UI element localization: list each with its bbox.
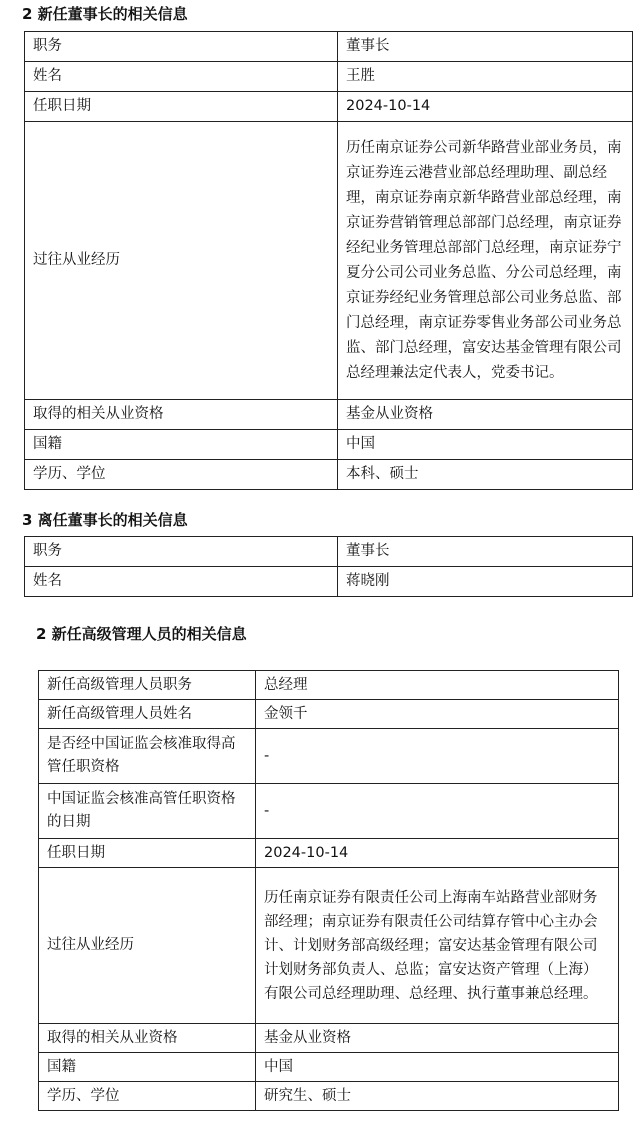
table-row <box>25 32 633 62</box>
section3-title: 2 新任高级管理人员的相关信息 <box>36 625 247 643</box>
table-row <box>39 1024 619 1053</box>
table-row <box>25 460 633 490</box>
row-label: 取得的相关从业资格 <box>25 400 338 430</box>
row-label: 国籍 <box>25 430 338 460</box>
row-label: 新任高级管理人员姓名 <box>39 700 256 729</box>
row-label: 过往从业经历 <box>25 122 338 400</box>
row-value: 2024-10-14 <box>338 92 633 122</box>
row-value: 中国 <box>338 430 633 460</box>
row-label: 中国证监会核准高管任职资格的日期 <box>39 784 256 839</box>
table-row <box>39 729 619 784</box>
row-label: 职务 <box>25 537 338 567</box>
row-value: 历任南京证券公司新华路营业部业务员，南京证券连云港营业部总经理助理、副总经理，南京证券南京新华路营业部总经理，南京证券营销管理总部部门总经理，南京证券经纪业务管理总部部门总经理，南京证券宁夏分公司公司业务总监、分公司总经理，南京证券经纪业务管理总部公司业务总监、部门总经理，南京证券零售业务部公司业务总监、部门总经理，富安达基金管理有限公司总经理兼法定代表人，党委书记。 <box>338 122 633 400</box>
row-label: 姓名 <box>25 62 338 92</box>
row-value: 基金从业资格 <box>338 400 633 430</box>
table-row <box>39 784 619 839</box>
table-row <box>39 1082 619 1111</box>
row-label: 国籍 <box>39 1053 256 1082</box>
table-row <box>25 567 633 597</box>
row-label: 职务 <box>25 32 338 62</box>
row-value: 历任南京证券有限责任公司上海南车站路营业部财务部经理；南京证券有限责任公司结算存管中心主办会计、计划财务部高级经理；富安达基金管理有限公司计划财务部负责人、总监；富安达资产管理（上海）有限公司总经理助理、总经理、执行董事兼总经理。 <box>256 868 619 1024</box>
table-row <box>25 400 633 430</box>
row-label: 任职日期 <box>25 92 338 122</box>
row-label: 学历、学位 <box>25 460 338 490</box>
former-chairman-table <box>24 536 633 597</box>
row-value: 蒋晓刚 <box>338 567 633 597</box>
table-row <box>25 122 633 400</box>
row-label: 是否经中国证监会核准取得高管任职资格 <box>39 729 256 784</box>
row-value: 中国 <box>256 1053 619 1082</box>
row-label: 过往从业经历 <box>39 868 256 1024</box>
table-row <box>39 868 619 1024</box>
table-row <box>25 537 633 567</box>
row-value: 王胜 <box>338 62 633 92</box>
table-row <box>39 839 619 868</box>
row-label: 学历、学位 <box>39 1082 256 1111</box>
table-row <box>25 62 633 92</box>
section1-title: 2 新任董事长的相关信息 <box>22 5 188 23</box>
row-value: 董事长 <box>338 32 633 62</box>
row-value: - <box>256 784 619 839</box>
table-row <box>39 700 619 729</box>
table-row <box>39 1053 619 1082</box>
row-value: 基金从业资格 <box>256 1024 619 1053</box>
table-row <box>25 430 633 460</box>
row-value: 总经理 <box>256 671 619 700</box>
new-chairman-table <box>24 31 633 490</box>
row-value: 董事长 <box>338 537 633 567</box>
row-value: 金领千 <box>256 700 619 729</box>
table-row <box>25 92 633 122</box>
row-value: 2024-10-14 <box>256 839 619 868</box>
row-label: 任职日期 <box>39 839 256 868</box>
section2-title: 3 离任董事长的相关信息 <box>22 511 188 529</box>
row-value: - <box>256 729 619 784</box>
row-value: 本科、硕士 <box>338 460 633 490</box>
row-value: 研究生、硕士 <box>256 1082 619 1111</box>
new-executive-table <box>38 670 619 1111</box>
row-label: 新任高级管理人员职务 <box>39 671 256 700</box>
table-row <box>39 671 619 700</box>
row-label: 取得的相关从业资格 <box>39 1024 256 1053</box>
row-label: 姓名 <box>25 567 338 597</box>
